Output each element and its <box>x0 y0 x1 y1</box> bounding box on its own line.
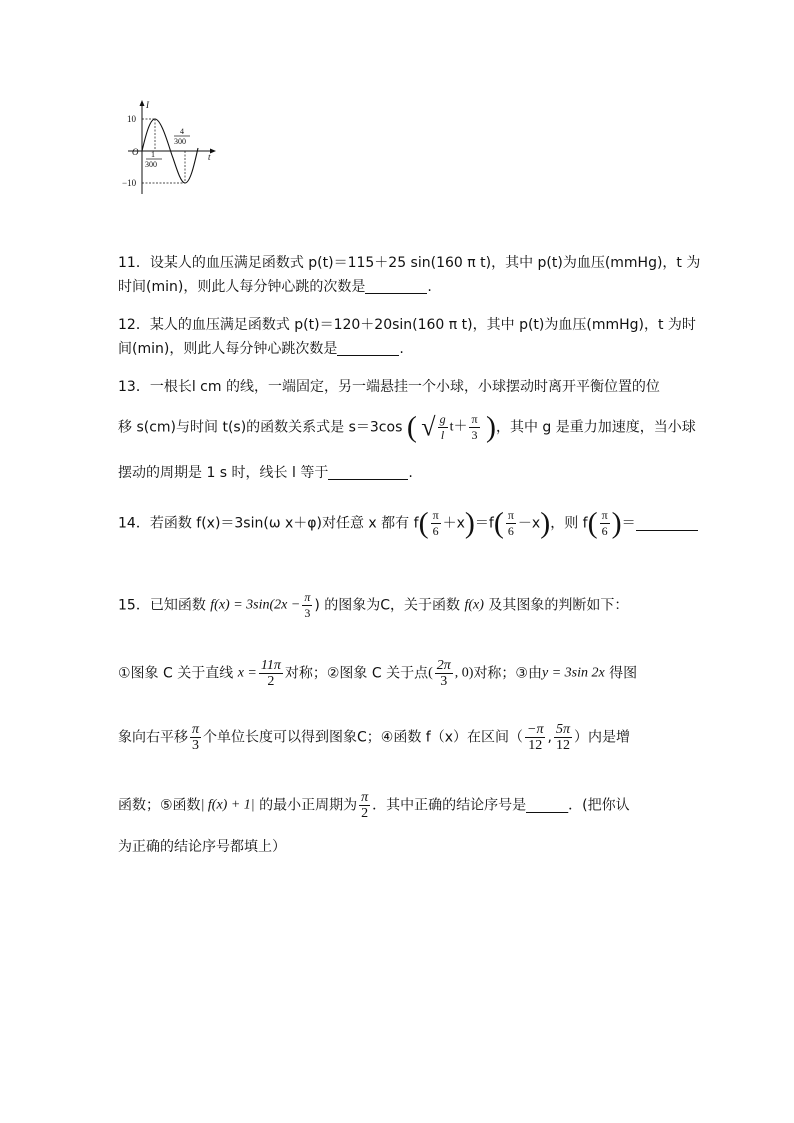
y-axis-label: I <box>146 100 149 110</box>
q12-line2: 间(min)，则此人每分钟心跳次数是 . <box>118 341 404 357</box>
q15-line5: 为正确的结论序号都填上） <box>118 839 286 855</box>
q14-line: 14．若函数 f(x)＝3sin(ω x＋φ)对任意 x 都有 f( $\frac{\pi}{6}$ ＋x)＝f( $\frac{\pi}{6}$ －x)，则 f( $\frac{\pi}{6}$ )＝ <box>118 508 678 552</box>
tick2-den: 300 <box>174 137 186 146</box>
q13-answer-blank[interactable] <box>328 465 408 480</box>
q13-line1: 13．一根长l cm 的线，一端固定，另一端悬挂一个小球，小球摆动时离开平衡位置的位 <box>118 379 660 395</box>
q15-line2: ①图象 C 关于直线 x = $\frac{11\pi}{2}$ 对称；②图象 C 关于点( $\frac{2\pi}{3}$ , 0)对称；③由y = 3sin 2x 得图 <box>118 658 638 689</box>
sine-graph <box>118 98 218 196</box>
q15-line3: 象向右平移 $\frac{\pi}{3}$ 个单位长度可以得到图象C；④函数 f（x）在区间（ $\frac{-\pi}{12}$ , $\frac{5\pi}{12}$ ）内是增 <box>118 722 630 753</box>
q11-line1: 11．设某人的血压满足函数式 p(t)＝115＋25 sin(160 π t)，其中 p(t)为血压(mmHg)，t 为 <box>118 255 701 271</box>
q15-line1: 15．已知函数 f(x) = 3sin(2x − $\frac{\pi}{3}$ ) 的图象为C，关于函数 f(x) 及其图象的判断如下： <box>118 590 629 620</box>
q11-text: 时间(min)，则此人每分钟心跳的次数是 <box>118 279 366 295</box>
y-axis-arrow <box>140 100 145 106</box>
origin-label: O <box>132 147 139 157</box>
q15-line4: 函数；⑤函数| f(x) + 1| 的最小正周期为 $\frac{\pi}{2}$ ．其中正确的结论序号是______．(把你认 <box>118 790 630 821</box>
q14-answer-blank[interactable] <box>636 516 698 531</box>
q11-line2: 时间(min)，则此人每分钟心跳的次数是 . <box>118 279 432 295</box>
q12-text: 间(min)，则此人每分钟心跳次数是 <box>118 341 338 357</box>
y-min-label: −10 <box>122 178 137 188</box>
q12-line1: 12．某人的血压满足函数式 p(t)＝120＋20sin(160 π t)，其中 p(t)为血压(mmHg)，t 为时 <box>118 317 696 333</box>
q11-answer-blank[interactable] <box>365 279 427 294</box>
y-max-label: 10 <box>127 114 136 124</box>
q13-line2: 移 s(cm)与时间 t(s)的函数关系式是 s＝3cos ( √ $\frac{g}{l}$ t＋ $\frac{\pi}{3}$ )，其中 g 是重力加速度，当小球 <box>118 410 696 444</box>
tick1-den: 300 <box>145 160 157 169</box>
q13-text-a: 移 s(cm)与时间 t(s)的函数关系式是 s＝3cos <box>118 419 403 436</box>
tick1-num: 1 <box>151 150 155 159</box>
q13-line3: 摆动的周期是 1 s 时，线长 l 等于 . <box>118 465 413 481</box>
q13-sqrt-frac: $\frac{g}{l}$ <box>439 412 446 442</box>
q12-answer-blank[interactable] <box>337 341 399 356</box>
x-axis-label: t <box>208 152 211 162</box>
q13-pi-3: $\frac{\pi}{3}$ <box>471 412 478 442</box>
q13-text-b: ，其中 g 是重力加速度，当小球 <box>495 419 696 436</box>
x-axis-arrow <box>210 149 216 154</box>
tick2-num: 4 <box>180 127 184 136</box>
